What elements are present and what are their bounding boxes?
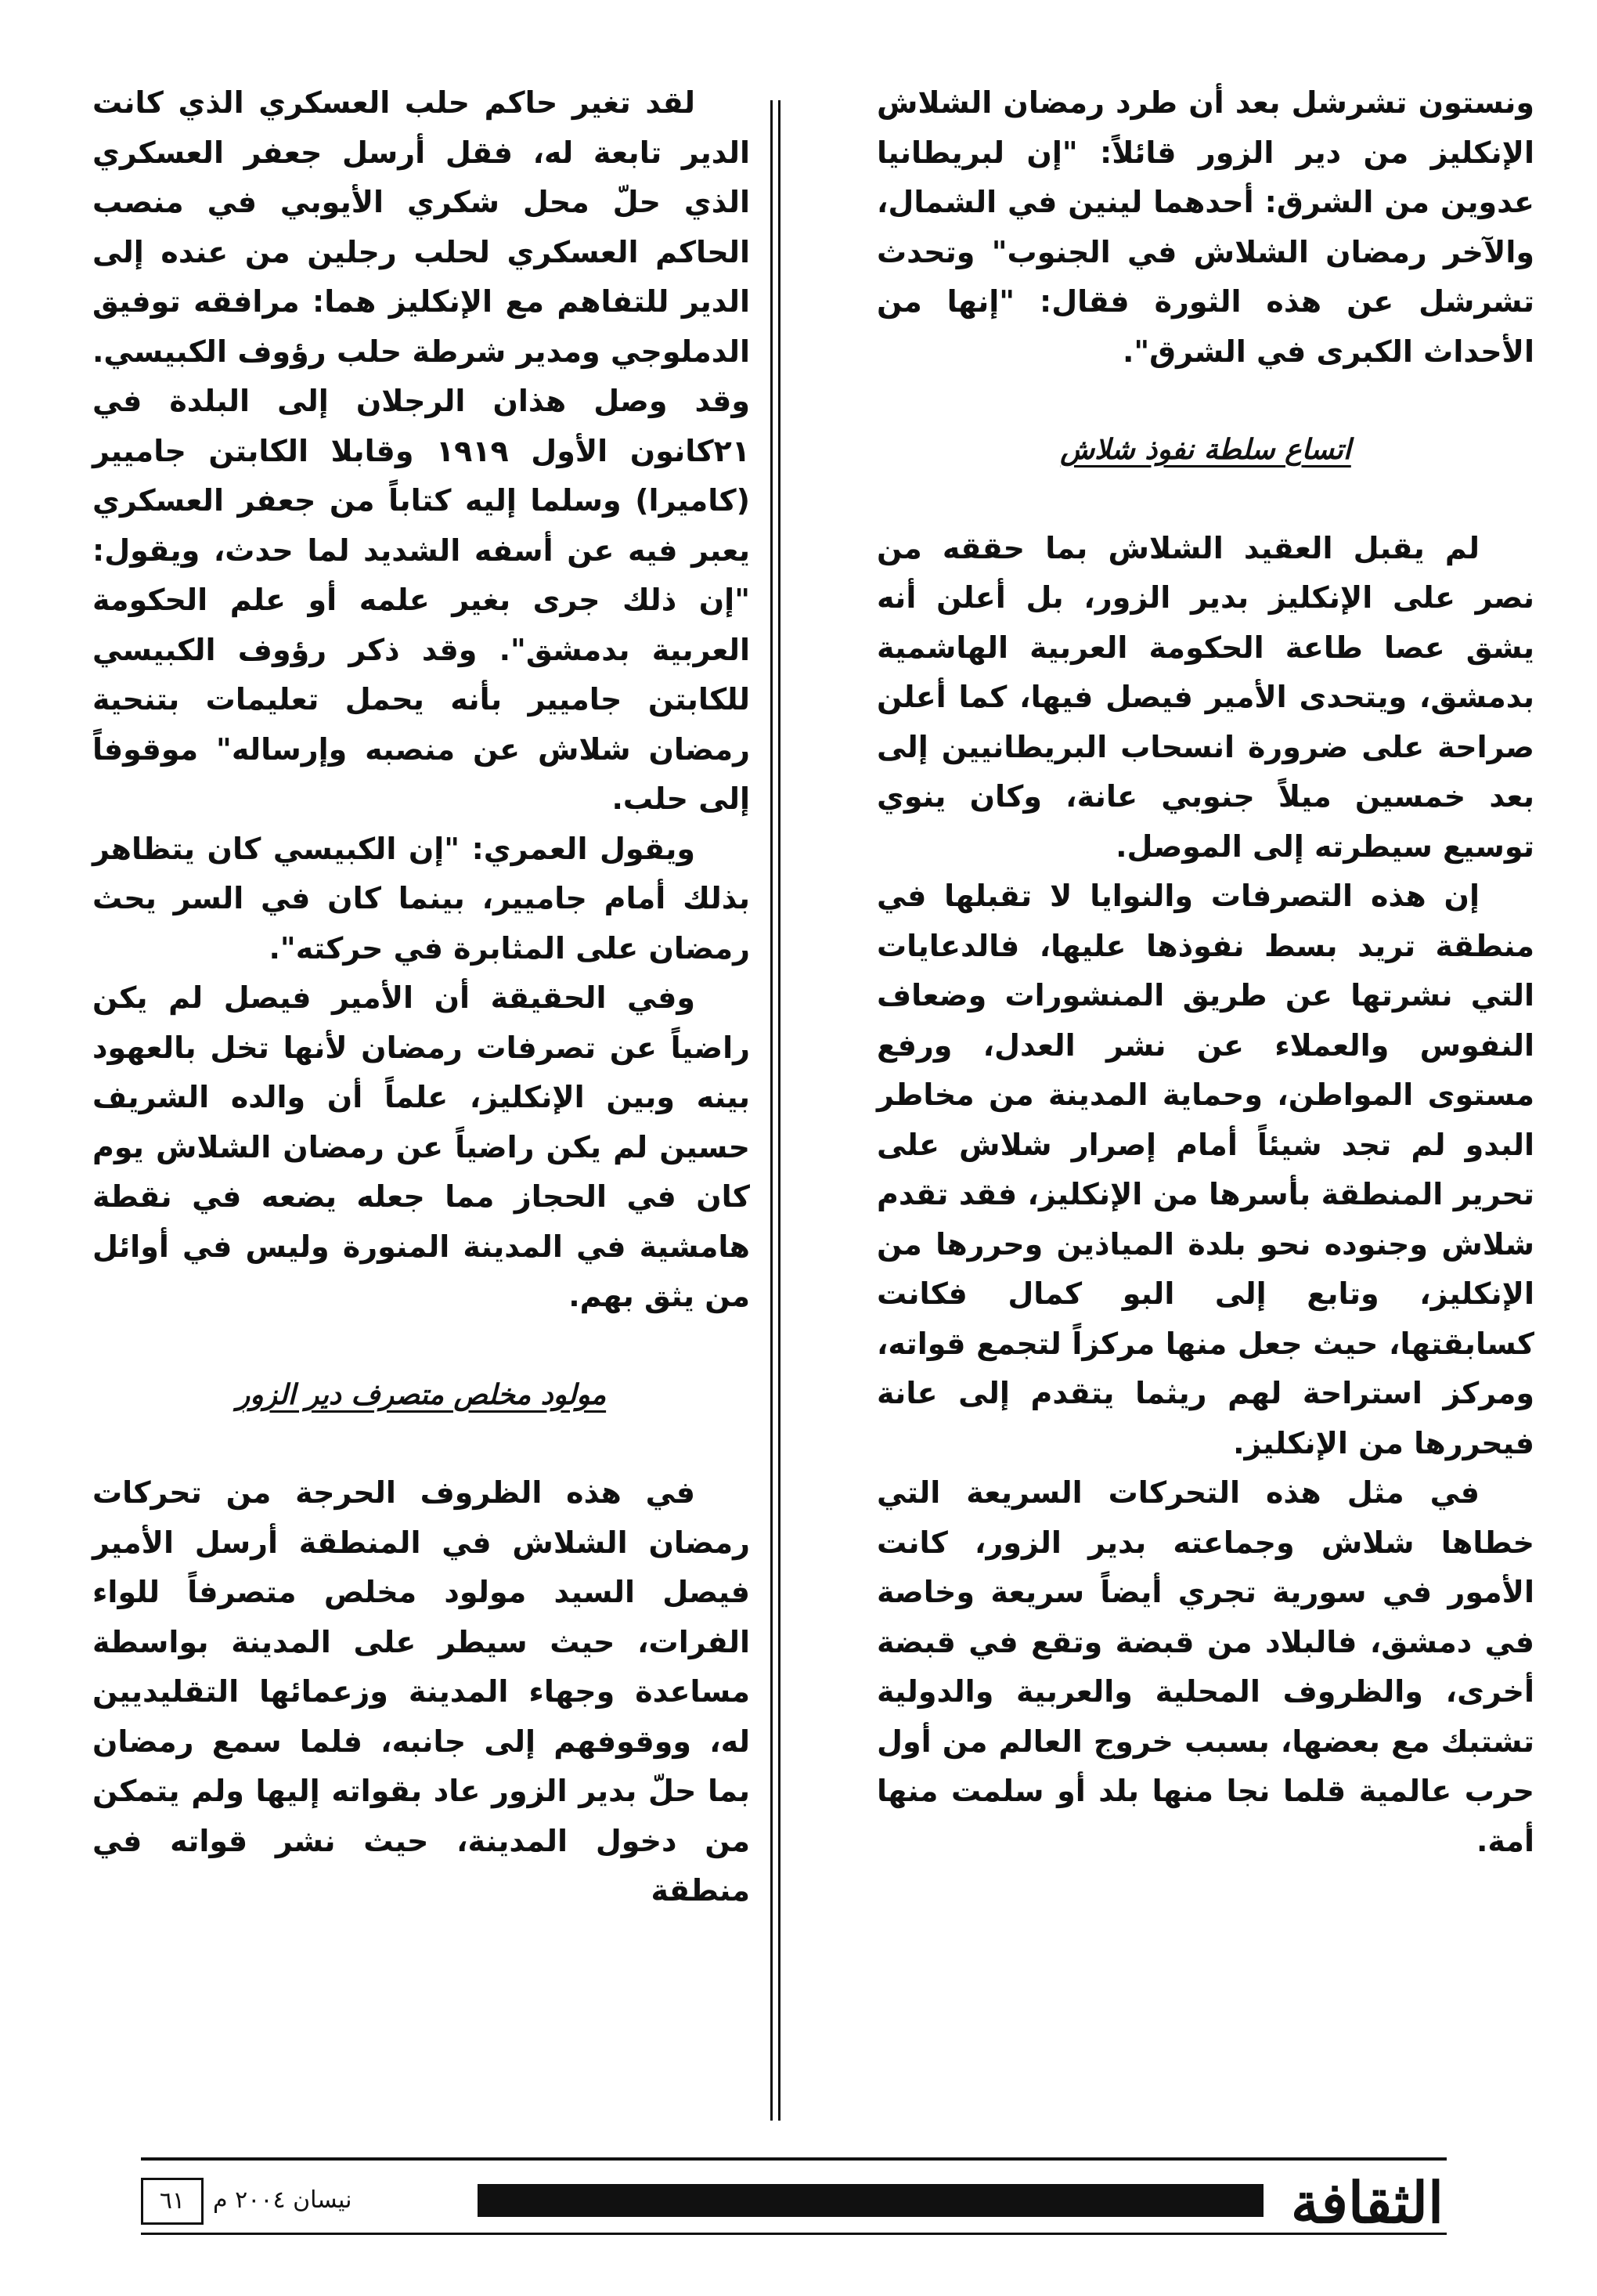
footer-bottom-rule bbox=[141, 2233, 1447, 2235]
right-column bbox=[877, 78, 1534, 1866]
footer-black-bar bbox=[478, 2184, 1264, 2217]
section-heading: اتساع سلطة نفوذ شلاش bbox=[1060, 434, 1351, 466]
paragraph: وفي الحقيقة أن الأمير فيصل لم يكن راضياً عن تصرفات رمضان لأنها تخل بالعهود بينه وبين الإنكليز، علماً أن والده الشريف حسين لم يكن راضياً عن رمضان الشلاش يوم كان في الحجاز مما جعله يضعه في نقطة هامشية في المدينة المنورة وليس في أوائل من يثق بهم. bbox=[92, 980, 750, 1313]
issue-date: نيسان ٢٠٠٤ م bbox=[213, 2186, 352, 2214]
left-column bbox=[92, 78, 750, 1916]
footer-top-rule bbox=[141, 2157, 1447, 2161]
paragraph: في هذه الظروف الحرجة من تحركات رمضان الشلاش في المنطقة أرسل الأمير فيصل السيد مولود مخلص متصرفاً للواء الفرات، حيث سيطر على المدينة بواسطة مساعدة وجهاء المدينة وزعمائها التقليديين له، ووقوفهم إلى جانبه، فلما سمع رمضان بما حلّ بدير الزور عاد بقواته إليها ولم يتمكن من دخول المدينة، حيث نشر قواته في منطقة bbox=[92, 1475, 750, 1908]
paragraph: لقد تغير حاكم حلب العسكري الذي كانت الدير تابعة له، فقل أرسل جعفر العسكري الذي حلّ محل شكري الأيوبي في منصب الحاكم العسكري لحلب رجلين من عنده إلى الدير للتفاهم مع الإنكليز هما: مرافقه توفيق الدملوجي ومدير شرطة حلب رؤوف الكبيسي. وقد وصل هذان الرجلان إلى البلدة في ٢١كانون الأول ١٩١٩ وقابلا الكابتن جاميير (كاميرا) وسلما إليه كتاباً من جعفر العسكري يعبر فيه عن أسفه الشديد لما حدث، ويقول: "إن ذلك جرى بغير علمه أو علم الحكومة العربية بدمشق". وقد ذكر رؤوف الكبيسي للكابتن جاميير بأنه يحمل تعليمات بتنحية رمضان شلاش عن منصبه وإرساله" موقوفاً إلى حلب. bbox=[92, 85, 751, 816]
page-number: ٦١ bbox=[141, 2178, 204, 2225]
paragraph: لم يقبل العقيد الشلاش بما حققه من نصر على الإنكليز بدير الزور، بل أعلن أنه يشق عصا طاعة الحكومة العربية الهاشمية بدمشق، ويتحدى الأمير فيصل فيها، كما أعلن صراحة على ضرورة انسحاب البريطانيين إلى بعد خمسين ميلاً جنوبي عانة، وكان ينوي توسيع سيطرته إلى الموصل. bbox=[877, 530, 1534, 864]
paragraph: في مثل هذه التحركات السريعة التي خطاها شلاش وجماعته بدير الزور، كانت الأمور في سورية تجري أيضاً سريعة وخاصة في دمشق، فالبلاد من قبضة وتقع في قبضة أخرى، والظروف المحلية والعربية والدولية تشتبك مع بعضها، بسبب خروج العالم من أول حرب عالمية قلما نجا منها بلد أو سلمت منها أمة. bbox=[877, 1475, 1534, 1858]
magazine-logo: الثقافة bbox=[1290, 2169, 1444, 2236]
paragraph: ويقول العمري: "إن الكبيسي كان يتظاهر بذلك أمام جاميير، بينما كان في السر يحث رمضان على المثابرة في حركته". bbox=[92, 831, 750, 966]
paragraph: ونستون تشرشل بعد أن طرد رمضان الشلاش الإنكليز من دير الزور قائلاً: "إن لبريطانيا عدوين من الشرق: أحدهما لينين في الشمال، والآخر رمضان الشلاش في الجنوب" وتحدث تشرشل عن هذه الثورة فقال: "إنها من الأحداث الكبرى في الشرق". bbox=[877, 85, 1534, 369]
section-heading: مولود مخلص متصرف دير الزور bbox=[236, 1378, 607, 1411]
column-divider bbox=[770, 100, 780, 2121]
paragraph: إن هذه التصرفات والنوايا لا تقبلها في منطقة تريد بسط نفوذها عليها، فالدعايات التي نشرتها عن طريق المنشورات وضعاف النفوس والعملاء عن نشر العدل، ورفع مستوى المواطن، وحماية المدينة من مخاطر البدو لم تجد شيئاً أمام إصرار شلاش على تحرير المنطقة بأسرها من الإنكليز، فقد تقدم شلاش وجنوده نحو بلدة المياذين وحررها من الإنكليز، وتابع إلى البو كمال فكانت كسابقتها، حيث جعل منها مركزاً لتجمع قواته، ومركز استراحة لهم ريثما يتقدم إلى عانة فيحررها من الإنكليز. bbox=[877, 879, 1534, 1460]
page-footer bbox=[0, 2157, 1597, 2244]
